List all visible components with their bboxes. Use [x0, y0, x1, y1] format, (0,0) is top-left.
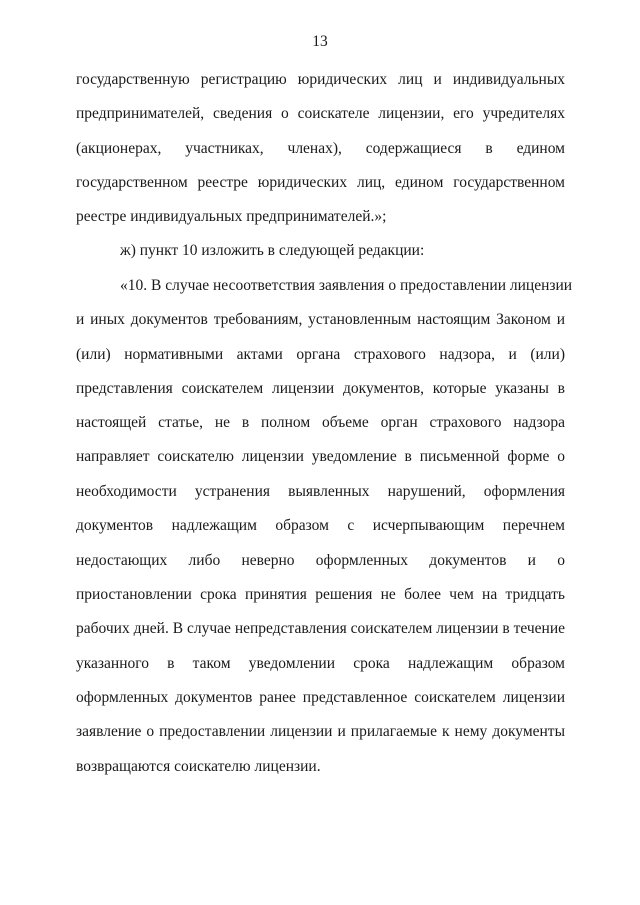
text-line: представления соискателем лицензии документов, которые указаны в: [76, 380, 565, 397]
text-line: (акционерах, участниках, членах), содержащиеся в едином: [76, 140, 565, 157]
text-line: и иных документов требованиям, установленным настоящим Законом и: [76, 311, 565, 328]
text-line: рабочих дней. В случае непредставления соискателем лицензии в течение: [76, 620, 565, 637]
text-line: ж) пункт 10 изложить в следующей редакции:: [120, 242, 425, 259]
text-line: документов надлежащим образом с исчерпывающим перечнем: [76, 517, 565, 534]
page-number: 13: [312, 33, 328, 50]
text-line: возвращаются соискателю лицензии.: [76, 758, 321, 775]
text-line: оформленных документов ранее представленное соискателем лицензии: [76, 689, 565, 706]
text-line: настоящей статье, не в полном объеме орган страхового надзора: [76, 414, 565, 431]
text-line: указанного в таком уведомлении срока надлежащим образом: [76, 655, 565, 672]
text-line: «10. В случае несоответствия заявления о предоставлении лицензии: [120, 277, 573, 294]
text-line: направляет соискателю лицензии уведомление в письменной форме о: [76, 448, 565, 465]
text-line: государственную регистрацию юридических лиц и индивидуальных: [76, 71, 565, 88]
text-line: реестре индивидуальных предпринимателей.»;: [76, 208, 387, 225]
text-line: необходимости устранения выявленных нарушений, оформления: [76, 483, 565, 500]
text-line: недостающих либо неверно оформленных документов и о: [76, 552, 565, 569]
text-line: приостановлении срока принятия решения не более чем на тридцать: [76, 586, 565, 603]
text-line: предпринимателей, сведения о соискателе лицензии, его учредителях: [76, 105, 565, 122]
text-line: (или) нормативными актами органа страхового надзора, и (или): [76, 346, 565, 363]
text-line: государственном реестре юридических лиц, едином государственном: [76, 174, 565, 191]
text-line: заявление о предоставлении лицензии и прилагаемые к нему документы: [76, 723, 565, 740]
